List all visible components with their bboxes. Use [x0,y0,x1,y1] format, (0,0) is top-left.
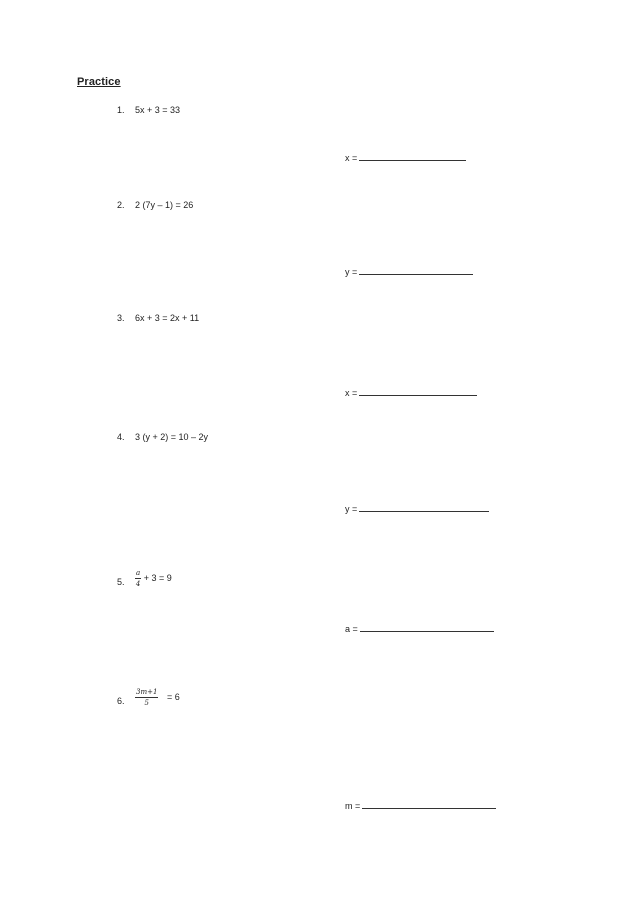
answer-field[interactable] [345,800,496,812]
question-equation [135,569,172,588]
fraction [135,569,141,588]
answer-field[interactable] [345,503,489,515]
question-number: 5. [117,577,125,587]
answer-field[interactable] [345,266,473,278]
question-number: 4. [117,432,125,442]
question-equation: 5x + 3 = 33 [135,105,181,115]
question-equation: 6x + 3 = 2x + 11 [135,313,200,323]
answer-variable-label: y = [345,267,358,277]
fraction-denominator: 5 [144,699,149,707]
question-equation [135,688,180,707]
answer-variable-label: x = [345,388,358,398]
question-equation: 3 (y + 2) = 10 – 2y [135,432,209,442]
page-title: Practice [77,76,121,88]
answer-field[interactable] [345,152,466,164]
answer-variable-label: y = [345,504,358,514]
fraction-numerator: 3m+1 [136,688,158,696]
question-number: 6. [117,696,125,706]
answer-blank-line[interactable] [359,266,473,275]
answer-variable-label: x = [345,153,358,163]
fraction-numerator: a [136,569,141,577]
question-number: 1. [117,105,125,115]
equation-remainder: = 6 [166,692,180,702]
answer-blank-line[interactable] [360,623,494,632]
answer-field[interactable] [345,387,477,399]
answer-variable-label: a = [345,624,358,634]
question-equation: 2 (7y – 1) = 26 [135,200,194,210]
answer-field[interactable] [345,623,494,635]
fraction [135,688,158,707]
answer-blank-line[interactable] [359,503,489,512]
answer-blank-line[interactable] [359,387,477,396]
fraction-denominator: 4 [135,580,141,588]
answer-blank-line[interactable] [362,800,496,809]
equation-remainder: + 3 = 9 [143,573,172,583]
answer-variable-label: m = [345,801,361,811]
answer-blank-line[interactable] [359,152,466,161]
question-number: 2. [117,200,125,210]
question-number: 3. [117,313,125,323]
